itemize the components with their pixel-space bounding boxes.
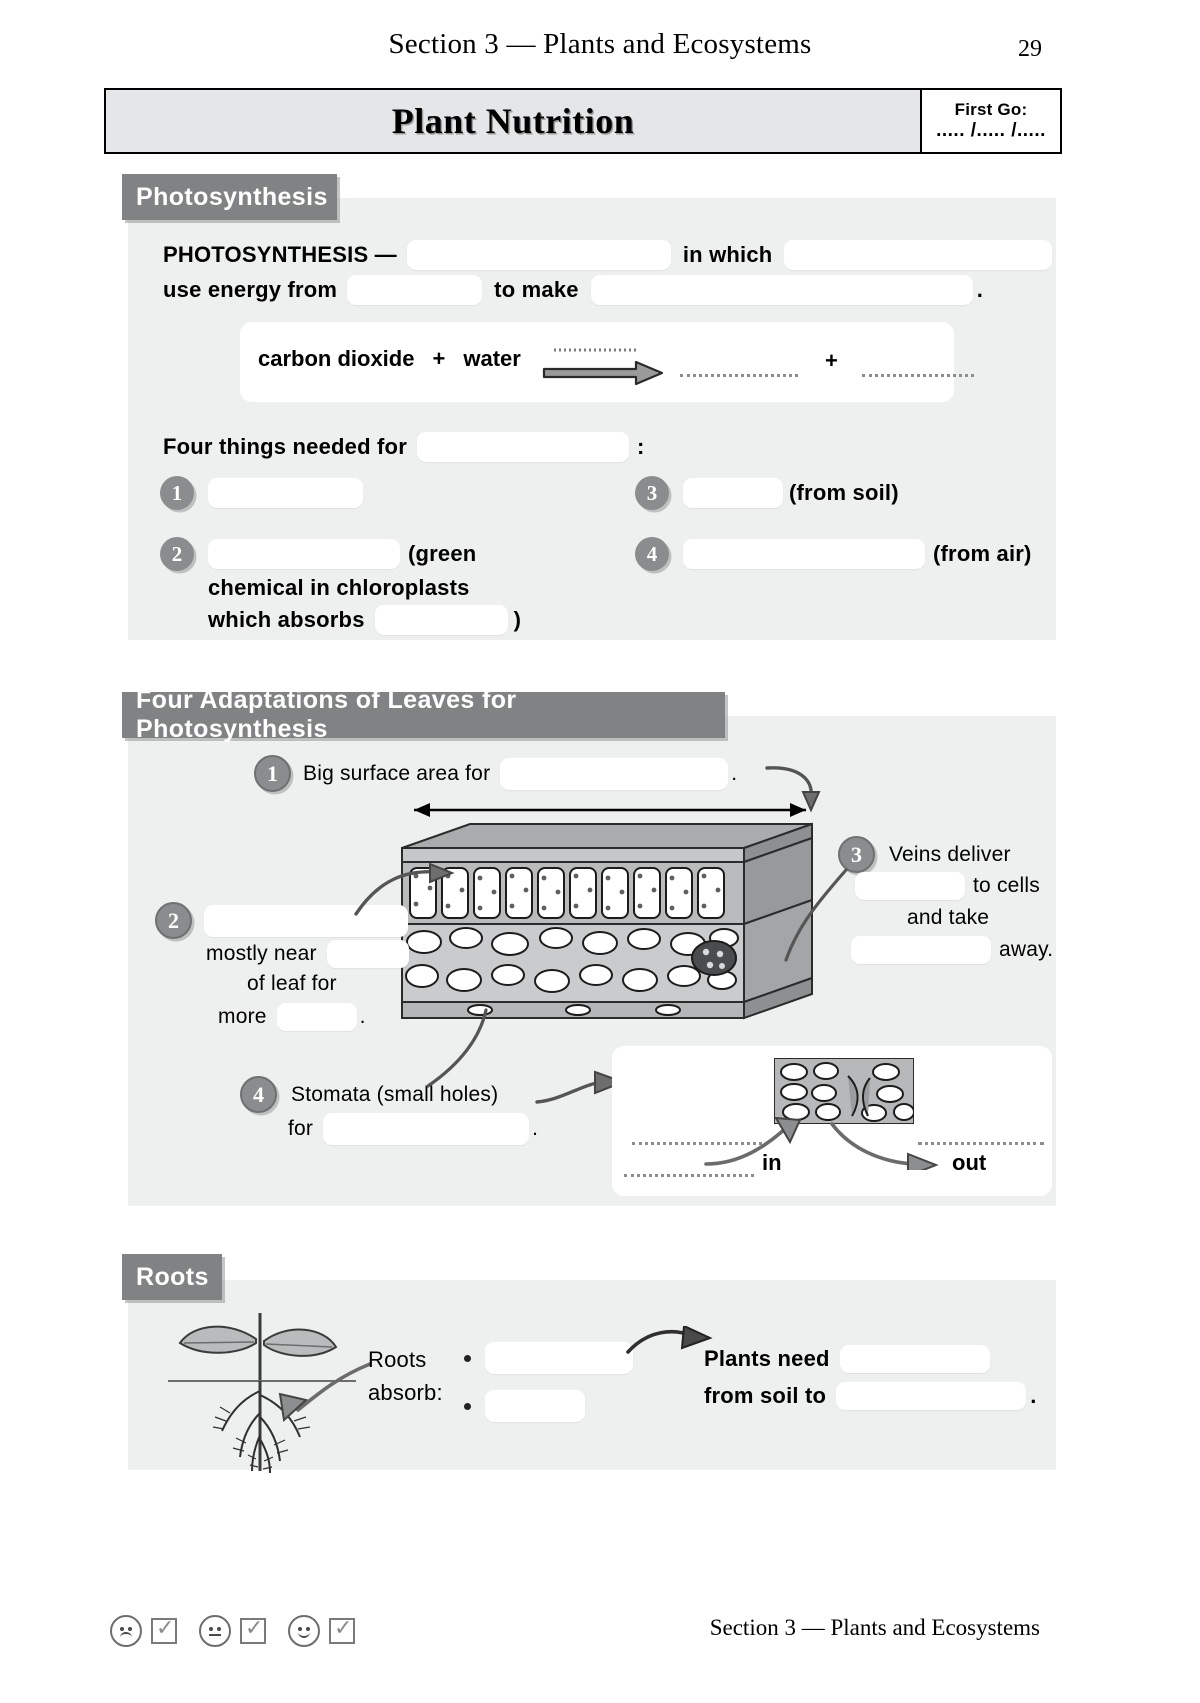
section-tab-roots bbox=[122, 1254, 222, 1300]
adaptation-item2-blank-3[interactable] bbox=[277, 1003, 357, 1031]
roots-right-blank-2[interactable] bbox=[836, 1382, 1026, 1410]
adaptation-item4-line2-text: for bbox=[288, 1117, 314, 1140]
four-things-item-1 bbox=[160, 476, 363, 510]
adaptation-item-1 bbox=[254, 755, 737, 792]
adaptation-item2-line3: of leaf for bbox=[247, 972, 337, 995]
gas-exchange-box bbox=[612, 1046, 1052, 1196]
roots-absorb-blank-2[interactable] bbox=[485, 1390, 585, 1422]
four-things-colon: : bbox=[636, 434, 645, 459]
adaptation-item3-line3: and take bbox=[907, 906, 990, 929]
equation-plus-1: + bbox=[432, 346, 446, 371]
four-things-item3-blank[interactable] bbox=[683, 478, 783, 508]
four-things-lead: Four things needed for bbox=[163, 434, 407, 459]
four-things-item4-blank[interactable] bbox=[683, 539, 925, 569]
assessment-group-2[interactable] bbox=[199, 1615, 266, 1647]
equation-reactant-2: water bbox=[463, 346, 521, 371]
first-go-label: First Go: bbox=[954, 99, 1028, 119]
bullet-icon-1 bbox=[464, 1355, 471, 1362]
footer-section-text: Section 3 — Plants and Ecosystems bbox=[709, 1615, 1040, 1640]
happy-face-icon bbox=[288, 1615, 320, 1647]
roots-right-line1 bbox=[704, 1345, 990, 1373]
tick-box-2[interactable] bbox=[240, 1618, 266, 1644]
running-head: Section 3 — Plants and Ecosystems bbox=[388, 28, 812, 60]
item2-pointer-arrow-icon bbox=[352, 862, 462, 922]
self-assessment-row bbox=[110, 1615, 355, 1647]
sad-face-icon bbox=[110, 1615, 142, 1647]
definition-mid: in which bbox=[682, 242, 773, 267]
four-things-item4-note: (from air) bbox=[933, 541, 1032, 566]
adaptation-item3-blank-1[interactable] bbox=[855, 872, 965, 900]
adaptation-item2-blank-2[interactable] bbox=[327, 940, 409, 968]
adaptation-item4-line2 bbox=[288, 1113, 538, 1145]
gas-in-blank-1[interactable] bbox=[632, 1142, 762, 1145]
adaptation-item2-line4 bbox=[218, 1003, 366, 1031]
assessment-group-1[interactable] bbox=[110, 1615, 177, 1647]
definition-lead: PHOTOSYNTHESIS — bbox=[163, 242, 397, 267]
equation-reactant-1: carbon dioxide bbox=[258, 346, 415, 371]
page-number: 29 bbox=[1018, 36, 1042, 62]
first-go-date-field[interactable]: ..... /..... /..... bbox=[936, 119, 1046, 141]
roots-right-line1-text: Plants need bbox=[704, 1346, 830, 1371]
four-things-item2-blank[interactable] bbox=[208, 539, 400, 569]
four-things-lead-row bbox=[163, 432, 644, 462]
roots-right-period: . bbox=[1030, 1383, 1037, 1408]
definition-period: . bbox=[976, 277, 984, 302]
four-things-item2-absorbs-blank[interactable] bbox=[375, 605, 508, 635]
adaptation-item3-line4 bbox=[851, 936, 1053, 964]
number-circle-4: 4 bbox=[635, 537, 669, 571]
roots-bullet-1 bbox=[464, 1342, 633, 1374]
item3-leader-line bbox=[762, 866, 852, 986]
four-things-item-4 bbox=[635, 537, 1032, 571]
four-things-item-3 bbox=[635, 476, 899, 510]
adaptation-item4-period: . bbox=[532, 1117, 539, 1140]
four-things-item2-note-a: (green bbox=[408, 541, 477, 566]
equation-product-blank-2[interactable] bbox=[862, 374, 974, 377]
four-things-item1-blank[interactable] bbox=[208, 478, 363, 508]
four-things-item-2 bbox=[160, 537, 476, 571]
roots-label-line2: absorb: bbox=[368, 1380, 443, 1405]
section-tab-photosynthesis-label: Photosynthesis bbox=[136, 182, 328, 211]
number-circle-1: 1 bbox=[160, 476, 194, 510]
adaptation-item3-line2 bbox=[855, 872, 1040, 900]
roots-right-line2-text: from soil to bbox=[704, 1383, 827, 1408]
equation-box bbox=[240, 322, 954, 402]
roots-label-line1: Roots bbox=[368, 1347, 427, 1372]
roots-right-blank-1[interactable] bbox=[840, 1345, 990, 1373]
number-circle-a3: 3 bbox=[838, 836, 875, 873]
adaptation-item4-blank[interactable] bbox=[323, 1113, 529, 1145]
definition-blank-1[interactable] bbox=[407, 240, 671, 270]
gas-in-label: in bbox=[762, 1150, 782, 1175]
four-things-item2-note-d: ) bbox=[513, 607, 522, 632]
number-circle-2: 2 bbox=[160, 537, 194, 571]
four-things-blank[interactable] bbox=[417, 432, 629, 462]
neutral-face-icon bbox=[199, 1615, 231, 1647]
roots-right-line2 bbox=[704, 1382, 1037, 1410]
roots-to-plants-arrow-icon bbox=[626, 1326, 716, 1364]
section-tab-photosynthesis bbox=[122, 174, 337, 220]
number-circle-a4: 4 bbox=[240, 1076, 277, 1113]
adaptation-item2-line2 bbox=[206, 940, 409, 968]
page-title: Plant Nutrition bbox=[391, 101, 635, 141]
four-things-item2-note-b: chemical in chloroplasts bbox=[208, 575, 470, 600]
definition-blank-4[interactable] bbox=[591, 275, 973, 305]
definition-line-2 bbox=[163, 275, 983, 305]
adaptation-item1-period: . bbox=[731, 761, 738, 785]
adaptation-item2-line2-text: mostly near bbox=[206, 942, 317, 965]
adaptation-item-3 bbox=[838, 836, 1011, 873]
gas-out-label: out bbox=[952, 1150, 987, 1175]
section-tab-roots-label: Roots bbox=[136, 1262, 209, 1291]
adaptation-item3-blank-2[interactable] bbox=[851, 936, 991, 964]
equation-arrow-icon bbox=[540, 336, 670, 392]
four-things-item2-note-c: which absorbs bbox=[208, 607, 365, 632]
first-go-box bbox=[920, 90, 1060, 152]
adaptation-item2-period: . bbox=[359, 1005, 366, 1028]
number-circle-3: 3 bbox=[635, 476, 669, 510]
bullet-icon-2 bbox=[464, 1403, 471, 1410]
adaptation-item3-line1: Veins deliver bbox=[889, 842, 1011, 866]
definition-line2-b: to make bbox=[494, 277, 579, 302]
adaptation-item1-text: Big surface area for bbox=[303, 761, 491, 785]
gas-out-blank[interactable] bbox=[918, 1142, 1044, 1145]
roots-label-arrow-icon bbox=[258, 1358, 378, 1428]
adaptation-item3-line3-tail: away. bbox=[999, 938, 1054, 961]
adaptation-item2-line4-text: more bbox=[218, 1005, 267, 1028]
adaptation-item3-line1-tail: to cells bbox=[973, 874, 1040, 897]
roots-bullet-2 bbox=[464, 1390, 585, 1422]
gas-in-blank-2[interactable] bbox=[624, 1174, 754, 1177]
four-things-item3-note: (from soil) bbox=[789, 480, 899, 505]
definition-line2-a: use energy from bbox=[163, 277, 338, 302]
definition-blank-3[interactable] bbox=[347, 275, 482, 305]
roots-absorb-blank-1[interactable] bbox=[485, 1342, 633, 1374]
equation-plus-2: + bbox=[825, 348, 838, 373]
title-bar bbox=[104, 88, 1062, 154]
definition-blank-2[interactable] bbox=[784, 240, 1052, 270]
assessment-group-3[interactable] bbox=[288, 1615, 355, 1647]
number-circle-a2: 2 bbox=[155, 902, 192, 939]
definition-line-1 bbox=[163, 240, 1052, 270]
number-circle-a1: 1 bbox=[254, 755, 291, 792]
adaptation-item1-blank[interactable] bbox=[500, 758, 728, 790]
adaptation-item4-line1: Stomata (small holes) bbox=[291, 1082, 499, 1106]
four-things-item2-line4 bbox=[208, 605, 521, 635]
section-tab-adaptations-label: Four Adaptations of Leaves for Photosynthesis bbox=[136, 686, 517, 743]
tick-box-3[interactable] bbox=[329, 1618, 355, 1644]
section-tab-adaptations bbox=[122, 686, 725, 743]
tick-box-1[interactable] bbox=[151, 1618, 177, 1644]
equation-product-blank-1[interactable] bbox=[680, 374, 798, 377]
